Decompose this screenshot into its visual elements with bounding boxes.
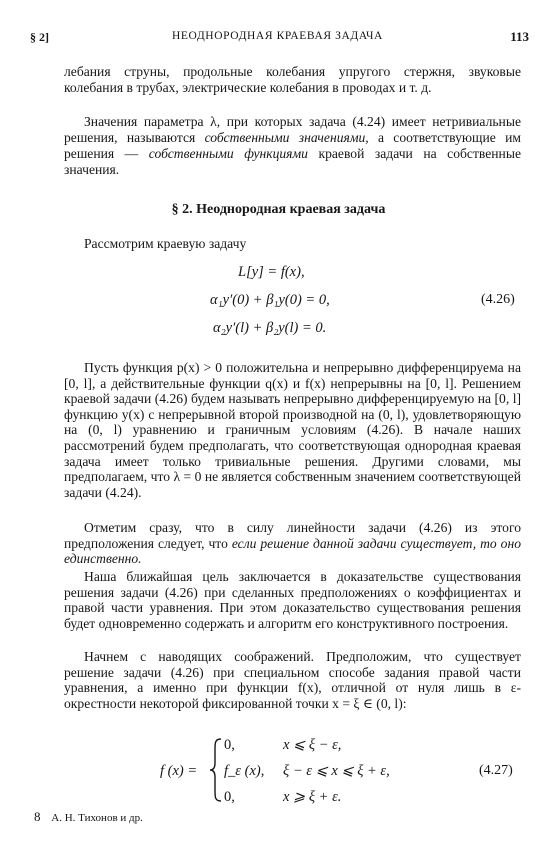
eq-4-27-case-2-condition: ξ − ε ⩽ x ⩽ ξ + ε, — [283, 763, 390, 779]
eq-4-27-lhs: f (x) = — [160, 763, 198, 779]
eq-4-26-line-1: L[y] = f(x), — [238, 264, 305, 280]
paragraph-3 — [64, 360, 521, 500]
paragraph-3-text: Пусть функция p(x) > 0 положительна и непрерывно дифференцируема на [0, l], а действительные функции q(x) и f(x) непрерывны на [0, l]. Решением краевой задачи (4.26) будем называть непрерывно дифференцируемую на [0, l] функцию y(x) с непрерывной второй производной на (0, l), удовлетворяющую на (0, l) уравнению и граничным условиям (4.26). В начале наших рассмотрений будем предполагать, что соответствующая однородная краевая задача имеет только тривиальные решения. Другими словами, мы предполагаем, что λ = 0 не является собственным значением соответствующей задачи (4.24). — [64, 360, 521, 500]
paragraph-1-text-a: Значения параметра λ, при которых задача (4.24) имеет нетривиальные решения, называются — [64, 114, 521, 145]
signature-text: А. Н. Тихонов и др. — [51, 812, 143, 824]
eq-4-27-case-1-value: 0, — [224, 737, 235, 753]
signature-footer — [34, 809, 143, 825]
paragraph-5 — [64, 569, 521, 631]
left-brace-icon — [208, 737, 224, 803]
paragraph-6 — [64, 649, 521, 711]
paragraph-1-text-c: краевой задачи на собственные значения. — [64, 146, 521, 177]
paragraph-6-text: Начнем с наводящих соображений. Предположим, что существует решение задачи (4.26) при специальном способе задания правой части уравнения, а именно при функции f(x), отличной от нуля лишь в ε-окрестности некоторой фиксированной точки x = ξ ∈ (0, l): — [64, 649, 521, 711]
eq-4-27-case-3-value: 0, — [224, 789, 235, 805]
eq-4-26-number: (4.26) — [481, 292, 515, 307]
paragraph-1-text-b: , а соответствующие им решения — — [64, 130, 521, 161]
paragraph-1 — [64, 114, 521, 178]
eq-4-27-number: (4.27) — [479, 763, 513, 778]
paragraph-4 — [64, 520, 521, 567]
eq-4-27-case-3-condition: x ⩾ ξ + ε. — [283, 789, 342, 805]
term-eigenfunctions: собственными функциями — [148, 146, 308, 161]
paragraph-5-text: Наша ближайшая цель заключается в доказательстве существования решения задачи (4.26) при сделанных предположениях о коэффициентах и правой части уравнения. При этом доказательство существования решения будет одновременно содержать и алгоритм его конструктивного построения. — [64, 569, 521, 631]
paragraph-4-text: Отметим сразу, что в силу линейности задачи (4.26) из этого предположения следует, что — [64, 520, 521, 551]
section-title: § 2. Неоднородная краевая задача — [171, 202, 386, 217]
page-number: 113 — [510, 29, 529, 44]
running-head-title: НЕОДНОРОДНАЯ КРАЕВАЯ ЗАДАЧА — [172, 30, 383, 42]
paragraph-0-text: лебания струны, продольные колебания упругого стержня, звуковые колебания в трубах, электрические колебания в проводах и т. д. — [64, 64, 521, 95]
eq-4-27-case-2-value: f_ε (x), — [224, 763, 265, 779]
paragraph-4-emphasis: если решение данной задачи существует, то оно единственно. — [64, 535, 521, 567]
eq-4-26-line-2: α₁y′(0) + β₁y(0) = 0, — [210, 292, 330, 308]
term-eigenvalues: собственными значениями — [204, 130, 366, 145]
eq-4-27-case-1-condition: x ⩽ ξ − ε, — [283, 737, 342, 753]
header-section-mark: § 2] — [30, 30, 49, 44]
paragraph-2: Рассмотрим краевую задачу — [84, 236, 247, 251]
paragraph-0 — [64, 64, 521, 96]
eq-4-26-line-3: α₂y′(l) + β₂y(l) = 0. — [213, 320, 327, 336]
signature-number: 8 — [34, 809, 41, 824]
